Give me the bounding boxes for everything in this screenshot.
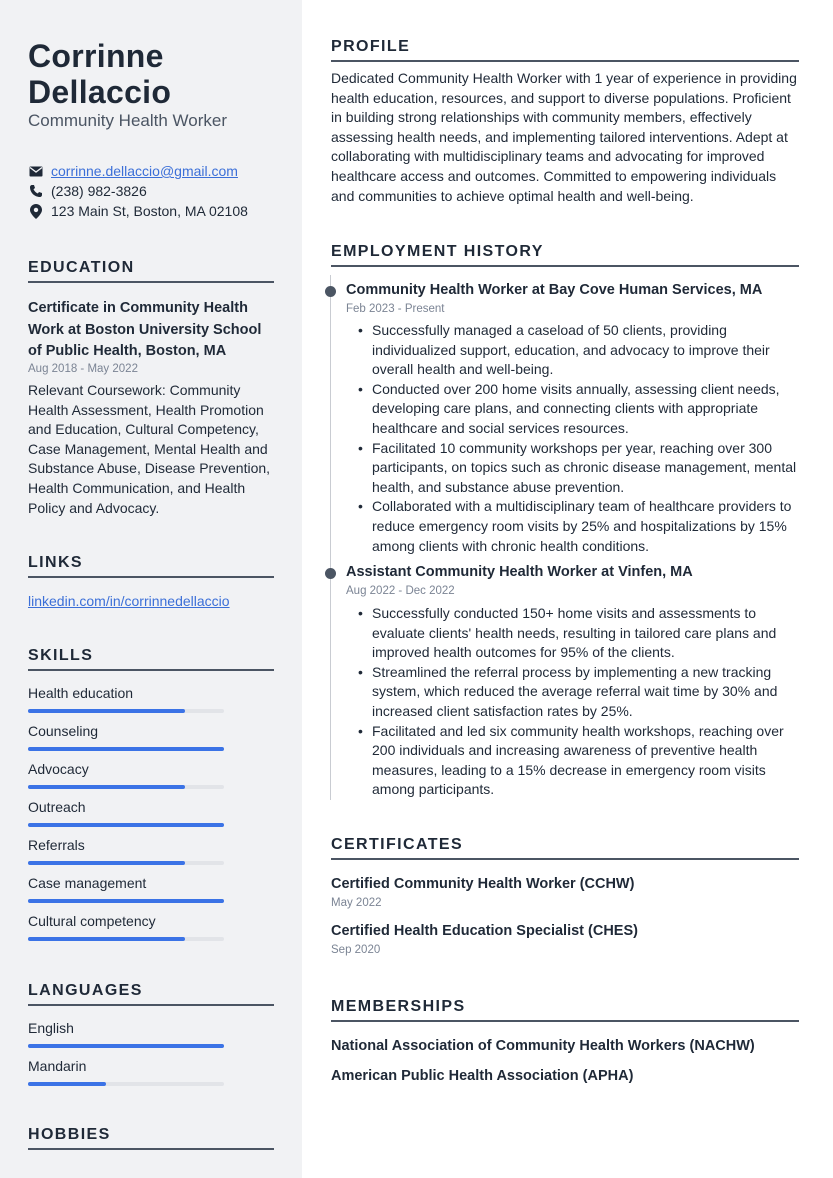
skill-level-bar [28,785,185,789]
map-pin-icon [28,204,43,219]
language-label: Mandarin [28,1058,87,1074]
job-dates: Aug 2022 - Dec 2022 [346,585,455,597]
certificate-date: Sep 2020 [331,944,381,956]
skill-label: Referrals [28,837,85,853]
email-link[interactable]: corrinne.dellaccio@gmail.com [51,163,238,179]
job-bullets [358,604,800,800]
skill-level-bar [28,899,224,903]
language-label: English [28,1020,74,1036]
job-bullet: • Facilitated 10 community workshops per year, reaching over 300 participants, on topics such as chronic disease management, mental health, and substance abuse prevention. [358,439,800,498]
education-dates: Aug 2018 - May 2022 [28,363,138,375]
job-bullet: • Conducted over 200 home visits annually, assessing client needs, developing care plans, and connecting clients with appropriate healthcare and social services resources. [358,380,800,439]
education-divider [28,281,274,283]
skills-divider [28,669,274,671]
memberships-divider [331,1020,799,1022]
linkedin-link[interactable]: linkedin.com/in/corrinnedellaccio [28,593,230,609]
job-bullet: • Collaborated with a multidisciplinary team of healthcare providers to reduce emergency room visits by 25% and hospitalizations by 15% among clients with chronic health conditions. [358,497,800,556]
employment-divider [331,265,799,267]
skill-level-bar [28,747,224,751]
phone-number: (238) 982-3826 [51,183,147,199]
skill-label: Case management [28,875,147,891]
membership-item: National Association of Community Health Workers (NACHW) [331,1038,755,1054]
skill-level-track [28,709,224,713]
job-marker [325,568,336,579]
skill-label: Health education [28,685,134,701]
job-title: Community Health Worker at Bay Cove Human Services, MA [346,282,763,298]
contact-address-row [28,203,248,219]
language-level-track [28,1044,224,1048]
profile-divider [331,60,799,62]
candidate-title: Community Health Worker [28,111,228,130]
contact-phone-row [28,183,147,199]
candidate-name: Corrinne Dellaccio [28,38,172,110]
profile-heading: PROFILE [331,38,411,55]
job-marker [325,286,336,297]
education-heading: EDUCATION [28,259,135,276]
skill-label: Outreach [28,799,86,815]
certificates-heading: CERTIFICATES [331,836,464,853]
languages-heading: LANGUAGES [28,982,143,999]
skill-level-track [28,861,224,865]
language-level-track [28,1082,224,1086]
certificate-name: Certified Health Education Specialist (CHES) [331,923,638,939]
skill-level-bar [28,709,185,713]
skill-level-bar [28,937,185,941]
skill-level-bar [28,861,185,865]
education-degree: Certificate in Community Health Work at Boston University School of Public Health, Boston, MA [28,300,262,359]
employment-timeline [330,275,331,800]
skill-label: Advocacy [28,761,89,777]
certificate-date: May 2022 [331,897,382,909]
hobbies-divider [28,1148,274,1150]
phone-icon [28,184,43,199]
links-divider [28,576,274,578]
address: 123 Main St, Boston, MA 02108 [51,203,248,219]
languages-divider [28,1004,274,1006]
job-bullets [358,321,800,556]
envelope-icon [28,164,43,179]
membership-item: American Public Health Association (APHA) [331,1068,634,1084]
education-description: Relevant Coursework: Community Health Assessment, Health Promotion and Education, Cultural Competency, Case Management, Mental Health and Substance Abuse, Disease Prevention, Health Communication, and Health Policy and Advocacy. [28,382,271,516]
memberships-heading: MEMBERSHIPS [331,998,466,1015]
job-bullet: • Successfully conducted 150+ home visits and assessments to evaluate clients' health needs, resulting in tailored care plans and improved health outcomes for 95% of the clients. [358,604,800,663]
hobbies-heading: HOBBIES [28,1126,111,1143]
skill-level-track [28,937,224,941]
links-heading: LINKS [28,554,83,571]
job-bullet: • Facilitated and led six community health workshops, reaching over 200 individuals and increasing awareness of preventive health measures, leading to a 15% decrease in emergency room visits among participants. [358,722,800,800]
skill-level-bar [28,823,224,827]
certificate-name: Certified Community Health Worker (CCHW) [331,876,635,892]
employment-heading: EMPLOYMENT HISTORY [331,243,544,260]
skill-level-track [28,785,224,789]
contact-email-row [28,163,238,179]
job-title: Assistant Community Health Worker at Vinfen, MA [346,564,693,580]
job-bullet: • Successfully managed a caseload of 50 clients, providing individualized support, education, and advocacy to improve their overall health and well-being. [358,321,800,380]
language-level-bar [28,1082,106,1086]
profile-summary: Dedicated Community Health Worker with 1 year of experience in providing health education, resources, and support to diverse populations. Proficient in building strong relationships with community members, effectively assessing health needs, and implementing tailored interventions. Adept at collaborating with multidisciplinary teams and advocating for improved healthcare access and outcomes. Committed to empowering individuals and communities to achieve optimal health and well-being. [331,70,797,204]
skill-level-track [28,899,224,903]
job-dates: Feb 2023 - Present [346,303,445,315]
skill-label: Cultural competency [28,913,156,929]
skill-level-track [28,823,224,827]
job-bullet: • Streamlined the referral process by implementing a new tracking system, which reduced the average referral wait time by 30% and increased client satisfaction rates by 25%. [358,663,800,722]
skill-label: Counseling [28,723,99,739]
skills-heading: SKILLS [28,647,94,664]
language-level-bar [28,1044,224,1048]
skill-level-track [28,747,224,751]
certificates-divider [331,858,799,860]
